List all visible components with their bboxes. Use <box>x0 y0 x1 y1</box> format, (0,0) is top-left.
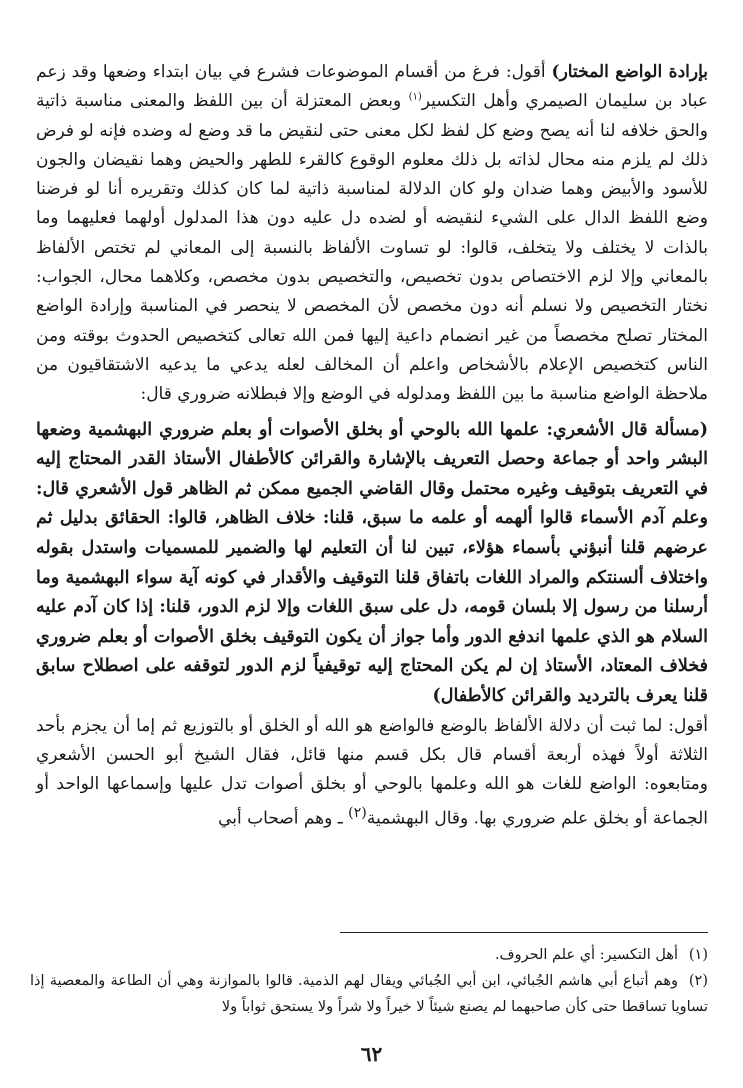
paragraph-text: أقول: لما ثبت أن دلالة الألفاظ بالوضع فالواضع هو الله أو الخلق أو بالتوزيع ثم إما أن يجزم بأحد الثلاثة أولاً فهذه أربعة أقسام قال بكل قسم منها قائل، فقال الشيخ أبو الحسن الأشعري ومتابعوه: الواضع للغات هو الله وعلمها بالوحي أو بخلق أصوات تدل عليها وإسماعها الواحد أو الجماعة أو بخلق علم ضروري بها. وقال البهشمية <box>36 715 708 830</box>
paragraph-text: أقول: فرغ من أقسام الموضوعات فشرع في بيان ابتداء وضعها وقد زعم عباد بن سليمان الصيمري وأهل التكسير <box>36 62 708 112</box>
footnote-ref-2[interactable]: (٢) <box>348 805 367 822</box>
footnote-2 <box>30 968 708 1020</box>
page-body <box>36 58 708 834</box>
paragraph-lead: بإرادة الواضع المختار) <box>551 62 708 82</box>
footnote-ref-1[interactable]: (١) <box>408 91 422 103</box>
paragraph-text-cont: وبعض المعتزلة أن بين اللفظ والمعنى مناسبة ذاتية والحق خلافه لنا أنه يصح وضع كل لفظ لكل معنى حتى لنقيض ما قد وضع له وضده فإنه لو فرض ذلك لم يلزم منه محال لذاته بل ذلك معلوم الوقوع كالقرء للطهر والحيض وهما نقيضان والجون للأسود والأبيض وهما ضدان ولو كان الدلالة لمناسبة ذاتية لما كان كذلك وتقريره أنا لو فرضنا وضع اللفظ الدال على الشيء لنقيضه أو لضده دل عليه دون هذا المدلول أولهما فعليهما وما بالذات لا يختلف ولا يتخلف، قالوا: لو تساوت الألفاظ بالنسبة إلى المعاني لم تختص الألفاظ بالمعاني وإلا لزم الاختصاص بدون تخصيص، والتخصيص بدون مخصص، وكلاهما محال، الجواب: نختار التخصيص ولا نسلم أنه دون مخصص لأن المخصص لا ينحصر في المناسبة وإرادة الواضع المختار تصلح مخصصاً من غير انضمام داعية إليها فمن الله تعالى كتخصيص الحدوث بوقته ومن الناس كتخصيص الإعلام بالأشخاص واعلم أن المخالف لعله يدعي ما يدعيه الاشتقاقيون من ملاحظة الواضع مناسبة ما بين اللفظ ومدلوله في الوضع وإلا فبطلانه ضروري قال: <box>36 91 708 405</box>
footnote-text: وهم أتباع أبي هاشم الجُبائي، ابن أبي الجُبائي ويقال لهم الذمية. قالوا بالموازنة وهي أن الطاعة والمعصية إذا تساويا تساقطا حتى كأن صاحبهما لم يصنع شيئاً لا خيراً ولا شراً ولا يستحق ثواباً ولا <box>30 973 708 1015</box>
quoted-matn-block: (مسألة قال الأشعري: علمها الله بالوحي أو بخلق الأصوات أو بعلم ضروري البهشمية وضعها البشر واحد أو جماعة وحصل التعريف بالإشارة والقرائن كالأطفال الأستاذ القدر المحتاج إليه في التعريف بتوقيف وغيره محتمل وقال القاضي الجميع ممكن ثم الظاهر قول الأشعري قال: وعلم آدم الأسماء قالوا ألهمه أو علمه ما سبق، قلنا: خلاف الظاهر، قالوا: الحقائق بدليل ثم عرضهم قلنا أنبؤني بأسماء هؤلاء، تبين لنا أن التعليم لها والضمير للمسميات واستدل بقوله واختلاف ألسنتكم والمراد اللغات باتفاق قلنا التوقيف والأقدار في كونه آية سواء البهشمية وما أرسلنا من رسول إلا بلسان قومه، دل على سبق اللغات وإلا لزم الدور، قلنا: إذا كان آدم عليه السلام هو الذي علمها اندفع الدور وأما جواز أن يكون التوقيف بخلق الأصوات أو بعلم ضروري فخلاف المعتاد، الأستاذ إن لم يكن المحتاج إليه توقيفياً لزم الدور لتوقفه على اصطلاح سابق قلنا يعرف بالترديد والقرائن كالأطفال) <box>36 419 708 706</box>
footnotes <box>30 942 708 1020</box>
paragraph-commentary-2 <box>36 712 708 835</box>
footnote-1 <box>30 942 708 968</box>
footnote-number: (٢) <box>688 973 708 989</box>
footnote-text: أهل التكسير: أي علم الحروف. <box>494 947 678 963</box>
footnote-number: (١) <box>688 947 708 963</box>
footnote-divider <box>340 932 708 933</box>
paragraph-text-cont: ـ وهم أصحاب أبي <box>218 809 349 830</box>
paragraph-commentary-1 <box>36 58 708 410</box>
page-number: ٦٢ <box>360 1042 383 1066</box>
